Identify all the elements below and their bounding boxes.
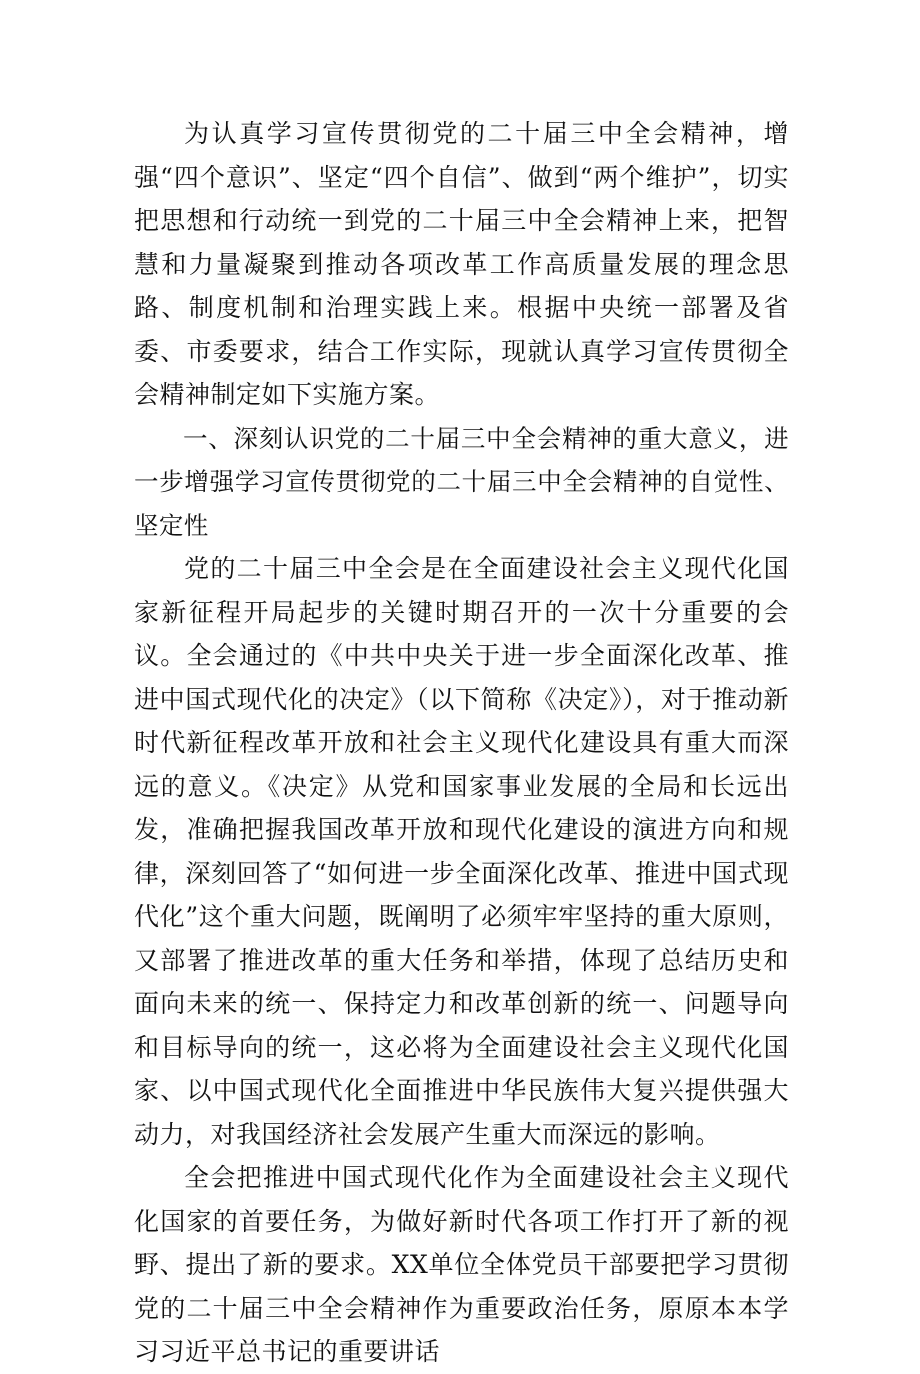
document-body: [134, 112, 789, 1374]
body-paragraph-2: 全会把推进中国式现代化作为全面建设社会主义现代化国家的首要任务，为做好新时代各项工作打开了新的视野、提出了新的要求。XX单位全体党员干部要把学习贯彻党的二十届三中全会精神作为重要政治任务，原原本本学习习近平总书记的重要讲话: [134, 1163, 789, 1366]
body-paragraph-1: 党的二十届三中全会是在全面建设社会主义现代化国家新征程开局起步的关键时期召开的一次十分重要的会议。全会通过的《中共中央关于进一步全面深化改革、推进中国式现代化的决定》（以下简称《决定》），对于推动新时代新征程改革开放和社会主义现代化建设具有重大而深远的意义。《决定》从党和国家事业发展的全局和长远出发，准确把握我国改革开放和现代化建设的演进方向和规律，深刻回答了“如何进一步全面深化改革、推进中国式现代化”这个重大问题，既阐明了必须牢牢坚持的重大原则，又部署了推进改革的重大任务和举措，体现了总结历史和面向未来的统一、保持定力和改革创新的统一、问题导向和目标导向的统一，这必将为全面建设社会主义现代化国家、以中国式现代化全面推进中华民族伟大复兴提供强大动力，对我国经济社会发展产生重大而深远的影响。: [134, 554, 789, 1149]
intro-paragraph: 为认真学习宣传贯彻党的二十届三中全会精神，增强“四个意识”、坚定“四个自信”、做到“两个维护”，切实把思想和行动统一到党的二十届三中全会精神上来，把智慧和力量凝聚到推动各项改革工作高质量发展的理念思路、制度机制和治理实践上来。根据中央统一部署及省委、市委要求，结合工作实际，现就认真学习宣传贯彻全会精神制定如下实施方案。: [134, 119, 789, 409]
section-heading-1: 一、深刻认识党的二十届三中全会精神的重大意义，进一步增强学习宣传贯彻党的二十届三中全会精神的自觉性、坚定性: [134, 423, 789, 540]
